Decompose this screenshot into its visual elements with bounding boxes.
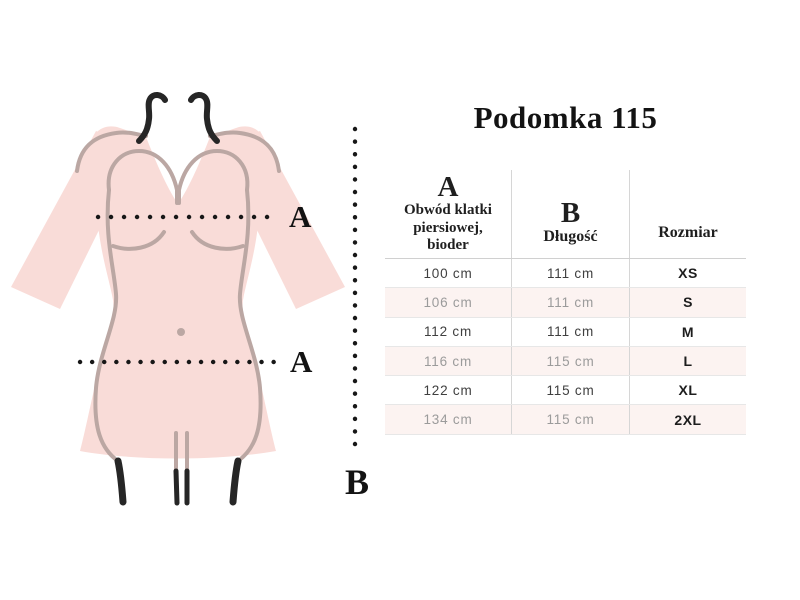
cell-length: 111 cm [512, 288, 630, 316]
header-col-a-letter: A [437, 170, 459, 203]
label-b: B [345, 462, 370, 502]
header-col-a-label: Obwód klatki piersiowej, bioder [404, 201, 492, 254]
cell-chest-hips: 100 cm [385, 259, 512, 287]
header-col-size-label: Rozmiar [658, 224, 718, 242]
cell-size: XL [678, 382, 698, 399]
cell-chest-hips: 116 cm [385, 347, 512, 375]
page-title: Podomka 115 [473, 100, 658, 135]
table-row [385, 259, 746, 288]
cell-size: S [683, 294, 693, 311]
label-a-chest: A [289, 199, 312, 234]
cell-size: L [683, 353, 693, 370]
header-col-b-label: Długość [543, 228, 598, 246]
cell-size: M [681, 323, 695, 340]
cell-chest-hips: 106 cm [385, 288, 512, 316]
table-row [385, 347, 746, 376]
cell-chest-hips: 112 cm [385, 318, 512, 346]
cell-length: 115 cm [512, 347, 630, 375]
hanger-hook-left-icon [139, 95, 165, 141]
cell-length: 115 cm [512, 405, 630, 433]
cell-chest-hips: 134 cm [385, 405, 512, 433]
cell-length: 111 cm [512, 259, 630, 287]
header-col-b [512, 170, 630, 258]
navel-dot [177, 328, 185, 336]
header-col-a [385, 170, 512, 258]
size-table-header [385, 170, 746, 259]
cell-chest-hips: 122 cm [385, 376, 512, 404]
size-table [385, 170, 746, 435]
garment-diagram [0, 0, 380, 560]
table-row [385, 288, 746, 317]
cell-length: 115 cm [512, 376, 630, 404]
cell-size: 2XL [674, 411, 702, 428]
table-row [385, 376, 746, 405]
cell-size: XS [678, 265, 698, 282]
header-col-b-letter: B [560, 196, 581, 229]
cell-length: 111 cm [512, 318, 630, 346]
table-row [385, 405, 746, 434]
label-a-hips: A [290, 344, 313, 379]
table-row [385, 318, 746, 347]
header-col-size [630, 170, 746, 258]
hanger-hook-right-icon [191, 95, 217, 141]
